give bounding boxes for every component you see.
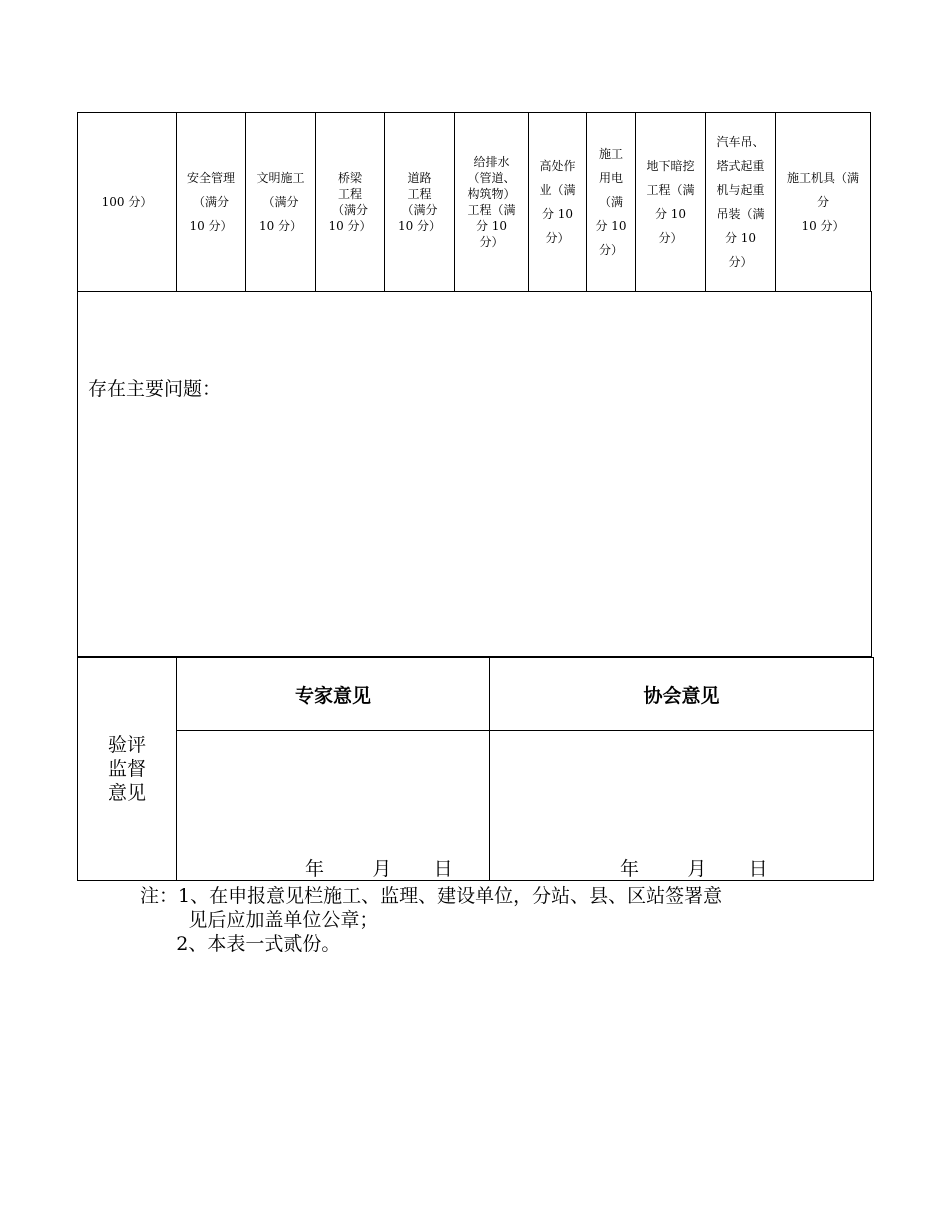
side-label-line: 验评 — [107, 734, 146, 756]
problems-label: 存在主要问题： — [88, 378, 222, 400]
side-label-line: 监督 — [107, 758, 146, 780]
score-cell-electricity: 施工 用电 （满 分 10 分） — [587, 113, 636, 292]
score-cell-machinery: 施工机具（满 分 10 分） — [776, 113, 871, 292]
association-date-line: 年 月 日 — [620, 858, 768, 880]
problems-box[interactable] — [77, 291, 872, 657]
score-cell-safety: 安全管理 （满分 10 分） — [177, 113, 246, 292]
score-cell-civilized: 文明施工 （满分 10 分） — [246, 113, 316, 292]
score-cell-total: 100 分） — [78, 113, 177, 292]
score-cell-road: 道路 工程 （满分 10 分） — [385, 113, 455, 292]
expert-date-line: 年 月 日 — [305, 858, 453, 880]
note-line: 注：1、在申报意见栏施工、监理、建设单位，分站、县、区站签署意 — [140, 885, 723, 907]
note-line: 见后应加盖单位公章； — [140, 909, 379, 931]
association-opinion-field[interactable] — [490, 731, 874, 881]
expert-opinion-title: 专家意见 — [177, 658, 490, 731]
notes-section — [140, 884, 722, 956]
expert-opinion-field[interactable] — [177, 731, 490, 881]
score-cell-drainage: 给排水 （管道、 构筑物） 工程（满 分 10 分） — [455, 113, 529, 292]
note-line: 2、本表一式贰份。 — [140, 933, 341, 955]
opinion-table — [77, 657, 874, 881]
score-cell-tunnel: 地下暗挖 工程（满 分 10 分） — [636, 113, 706, 292]
side-label-line: 意见 — [107, 782, 146, 804]
score-cell-crane: 汽车吊、 塔式起重 机与起重 吊装（满 分 10 分） — [706, 113, 776, 292]
score-cell-height-work: 高处作 业（满 分 10 分） — [529, 113, 587, 292]
association-opinion-title: 协会意见 — [490, 658, 874, 731]
opinion-side-label — [78, 658, 177, 881]
score-header-table — [77, 112, 871, 292]
score-cell-bridge: 桥梁 工程 （满分 10 分） — [316, 113, 385, 292]
